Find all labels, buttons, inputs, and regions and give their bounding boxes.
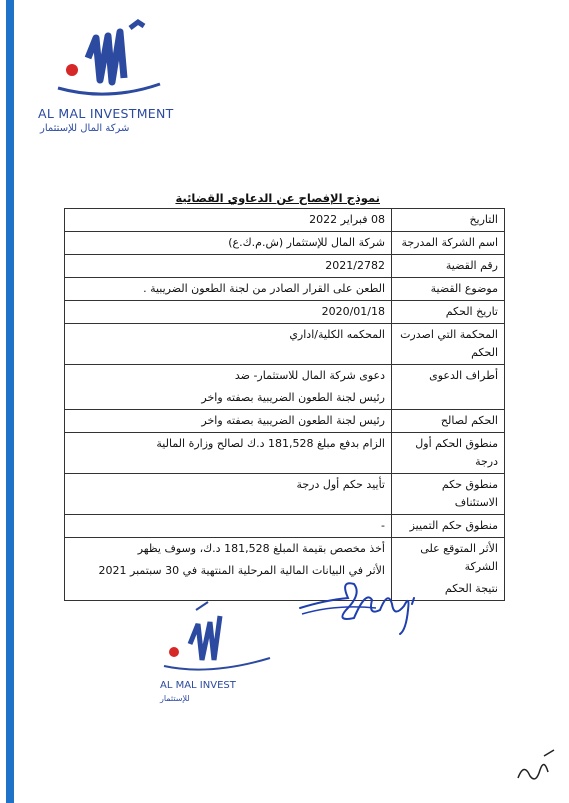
- row-value-line: رئيس لجنة الطعون الضريبية بصفته واخر: [201, 391, 385, 404]
- row-value: 2021/2782: [65, 255, 392, 278]
- table-row: [65, 301, 505, 324]
- row-value: تأييد حكم أول درجة: [65, 474, 392, 515]
- table-row: [65, 515, 505, 538]
- left-accent-bar: [6, 0, 14, 803]
- table-row: [65, 209, 505, 232]
- stamp-text-ar: للإستثمار: [160, 694, 190, 703]
- row-value: -: [65, 515, 392, 538]
- table-row: [65, 433, 505, 474]
- company-logo: [28, 18, 188, 148]
- document-title: نموذج الإفصاح عن الدعاوي القضائية: [175, 191, 380, 205]
- logo-text-ar: شركة المال للإستثمار: [40, 123, 130, 134]
- table-row: [65, 324, 505, 365]
- logo-text-en: AL MAL INVESTMENT: [38, 106, 174, 121]
- row-value: المحكمه الكلية/اداري: [65, 324, 392, 365]
- table-row: [65, 474, 505, 515]
- table-row: [65, 278, 505, 301]
- row-value-line: دعوى شركة المال للاستثمار- ضد: [234, 369, 385, 382]
- row-label: اسم الشركة المدرجة: [392, 232, 505, 255]
- table-row: [65, 538, 505, 601]
- row-value: شركة المال للإستثمار (ش.م.ك.ع): [65, 232, 392, 255]
- row-label-line: نتيجة الحكم: [444, 582, 498, 595]
- row-label: منطوق حكم الاستئناف: [392, 474, 505, 515]
- table-row: [65, 232, 505, 255]
- row-label: رقم القضية: [392, 255, 505, 278]
- row-label: أطراف الدعوى: [392, 365, 505, 410]
- company-stamp: [160, 596, 280, 714]
- row-label: التاريخ: [392, 209, 505, 232]
- logo-mark-icon: [48, 18, 168, 113]
- row-value-line: الأثر في البيانات المالية المرحلية المنتهية في 30 سبتمبر 2021: [98, 564, 385, 577]
- table-row: [65, 410, 505, 433]
- row-value: الزام بدفع مبلغ 181,528 د.ك لصالح وزارة المالية: [65, 433, 392, 474]
- disclosure-table: [64, 208, 505, 601]
- row-value: 2020/01/18: [65, 301, 392, 324]
- row-value: [65, 365, 392, 410]
- row-label: منطوق حكم التمييز: [392, 515, 505, 538]
- row-value-line: أخذ مخصص بقيمة المبلغ 181,528 د.ك، وسوف يظهر: [137, 542, 385, 555]
- row-label: تاريخ الحكم: [392, 301, 505, 324]
- handwritten-signature: [296, 570, 428, 640]
- row-label: الحكم لصالح: [392, 410, 505, 433]
- row-label: موضوع القضية: [392, 278, 505, 301]
- row-value: 08 فبراير 2022: [65, 209, 392, 232]
- initials-signature: [514, 748, 558, 788]
- stamp-logo-icon: [160, 596, 280, 686]
- table-row: [65, 365, 505, 410]
- row-label-line: الأثر المتوقع على الشركة: [420, 542, 498, 573]
- row-value: رئيس لجنة الطعون الضريبية بصفته واخر: [65, 410, 392, 433]
- row-label: منطوق الحكم أول درجة: [392, 433, 505, 474]
- row-value: الطعن على القرار الصادر من لجنة الطعون الضريبية .: [65, 278, 392, 301]
- row-label: المحكمة التي اصدرت الحكم: [392, 324, 505, 365]
- stamp-text-en: AL MAL INVEST: [160, 680, 236, 691]
- table-row: [65, 255, 505, 278]
